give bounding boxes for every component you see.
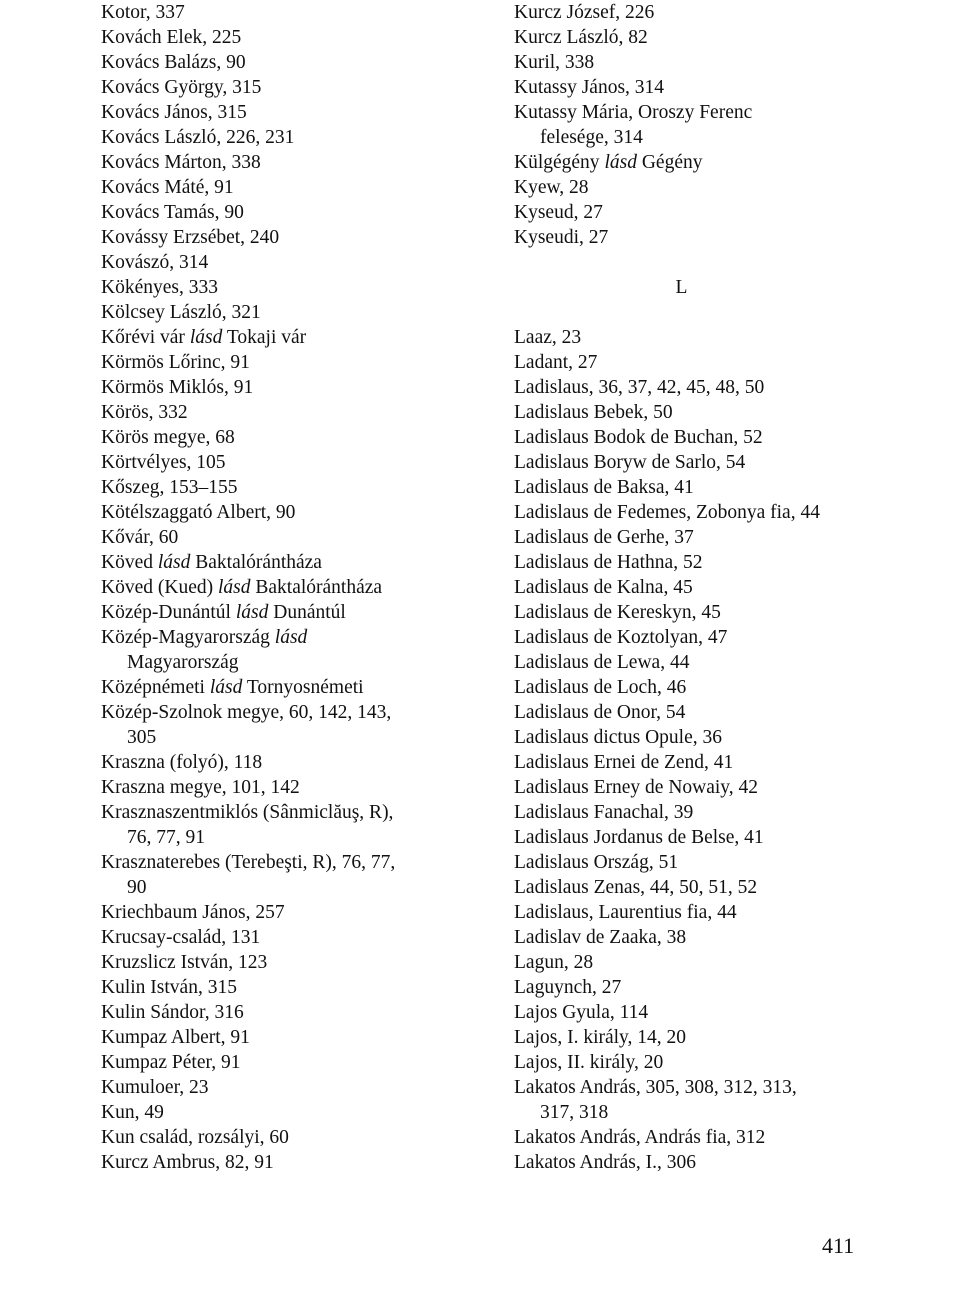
index-entry: Kotor, 337 [101,2,185,23]
index-entry: Kovács Márton, 338 [101,152,261,173]
index-entry: Ladislaus, Laurentius fia, 44 [514,902,737,923]
index-entry: Lajos Gyula, 114 [514,1002,649,1023]
index-entry: Körmös Miklós, 91 [101,377,254,398]
index-entry: Ladislaus de Hathna, 52 [514,552,703,573]
section-letter-heading: L [675,277,688,298]
index-entry: Kumpaz Albert, 91 [101,1027,250,1048]
index-entry: Kuril, 338 [514,52,595,73]
index-entry: Kovács György, 315 [101,77,262,98]
index-entry: Krasznaterebes (Terebeşti, R), 76, 77, [101,852,396,873]
index-entry: Ladislaus de Lewa, 44 [514,652,690,673]
index-entry: Kökényes, 333 [101,277,218,298]
index-entry: Ladislaus Bodok de Buchan, 52 [514,427,763,448]
index-entry: Kővár, 60 [101,527,179,548]
see-reference: lásd [274,627,308,648]
index-entry: Lakatos András, 305, 308, 312, 313, [514,1077,797,1098]
index-entry-continuation: felesége, 314 [540,127,643,148]
index-entry: Kyseud, 27 [514,202,603,223]
index-entry: Ladislaus Boryw de Sarlo, 54 [514,452,746,473]
index-entry: Ladislaus de Kalna, 45 [514,577,693,598]
index-entry: Ladant, 27 [514,352,598,373]
index-entry: Kriechbaum János, 257 [101,902,285,923]
entry-term: Középnémeti [101,677,210,698]
index-entry: Kovássy Erzsébet, 240 [101,227,280,248]
entry-target: Tornyosnémeti [242,677,364,698]
index-entry: Ladislaus dictus Opule, 36 [514,727,722,748]
index-entry: Ladislaus de Gerhe, 37 [514,527,694,548]
index-entry [101,325,461,350]
index-entry: Ladislaus de Fedemes, Zobonya fia, 44 [514,502,820,523]
see-reference: lásd [235,602,269,623]
index-entry [514,150,934,175]
entry-target: Gégény [636,152,703,173]
see-reference: lásd [209,677,243,698]
index-entry: Kovács Máté, 91 [101,177,234,198]
index-entry [101,550,461,575]
page-number: 411 [822,1233,855,1258]
entry-term: Köved [101,552,158,573]
index-entry: Kurcz József, 226 [514,2,655,23]
index-entry: Kutassy Mária, Oroszy Ferenc [514,102,753,123]
index-entry: Kutassy János, 314 [514,77,665,98]
index-entry: Ladislav de Zaaka, 38 [514,927,687,948]
index-entry: Kovács Balázs, 90 [101,52,246,73]
index-entry: Kraszna megye, 101, 142 [101,777,300,798]
entry-target: Baktalórántháza [190,552,322,573]
index-entry: Kraszna (folyó), 118 [101,752,263,773]
index-entry: Kun, 49 [101,1102,164,1123]
index-entry: Laaz, 23 [514,327,582,348]
index-entry [101,600,461,625]
index-entry: Kulin Sándor, 316 [101,1002,244,1023]
index-entry: Ladislaus de Onor, 54 [514,702,686,723]
entry-term: Köved (Kued) [101,577,218,598]
index-entry: Kovács János, 315 [101,102,247,123]
index-entry: Közép-Szolnok megye, 60, 142, 143, [101,702,392,723]
index-entry-continuation: 90 [127,877,147,898]
index-entry: Lajos, II. király, 20 [514,1052,664,1073]
index-entry: Kun család, rozsályi, 60 [101,1127,289,1148]
index-entry: Lakatos András, I., 306 [514,1152,696,1173]
entry-term: Közép-Magyarország [101,627,275,648]
see-reference: lásd [217,577,251,598]
index-entry: Körtvélyes, 105 [101,452,226,473]
index-entry: Kyseudi, 27 [514,227,609,248]
index-entry: Ladislaus Bebek, 50 [514,402,673,423]
index-entry-continuation: Magyarország [127,652,239,673]
index-entry: Lagun, 28 [514,952,594,973]
index-entry: Kötélszaggató Albert, 90 [101,502,296,523]
index-entry: Kulin István, 315 [101,977,237,998]
index-entry-continuation: 76, 77, 91 [127,827,205,848]
index-entry: Kyew, 28 [514,177,589,198]
entry-target: Dunántúl [268,602,346,623]
see-reference: lásd [157,552,191,573]
entry-term: Kőrévi vár [101,327,190,348]
index-entry: Ladislaus, 36, 37, 42, 45, 48, 50 [514,377,765,398]
index-column-right [514,0,934,1175]
index-entry: Kovászó, 314 [101,252,209,273]
index-entry: Ladislaus de Loch, 46 [514,677,687,698]
see-reference: lásd [189,327,223,348]
index-entry: Ladislaus Zenas, 44, 50, 51, 52 [514,877,758,898]
index-entry: Ladislaus Erney de Nowaiy, 42 [514,777,759,798]
index-entry: Kurcz László, 82 [514,27,648,48]
index-entry: Laguynch, 27 [514,977,622,998]
index-entry: Kovách Elek, 225 [101,27,242,48]
index-entry: Lajos, I. király, 14, 20 [514,1027,687,1048]
index-entry: Krasznaszentmiklós (Sânmiclăuş, R), [101,802,394,823]
index-entry [101,675,461,700]
index-entry: Kölcsey László, 321 [101,302,261,323]
index-entry-continuation: 317, 318 [540,1102,609,1123]
index-entry: Kovács László, 226, 231 [101,127,295,148]
index-entry: Ladislaus de Kereskyn, 45 [514,602,721,623]
index-entry: Körös, 332 [101,402,188,423]
index-entry: Lakatos András, András fia, 312 [514,1127,766,1148]
index-entry: Kőszeg, 153–155 [101,477,238,498]
index-entry: Körmös Lőrinc, 91 [101,352,250,373]
index-entry: Ladislaus de Koztolyan, 47 [514,627,728,648]
index-entry: Ladislaus de Baksa, 41 [514,477,694,498]
index-entry: Kumuloer, 23 [101,1077,209,1098]
index-entry: Ladislaus Fanachal, 39 [514,802,694,823]
index-entry: Kumpaz Péter, 91 [101,1052,241,1073]
index-entry: Ladislaus Ország, 51 [514,852,679,873]
index-column-left [101,0,461,1175]
index-entry: Kovács Tamás, 90 [101,202,244,223]
index-entry: Körös megye, 68 [101,427,235,448]
index-entry: Ladislaus Ernei de Zend, 41 [514,752,734,773]
index-entry [101,575,461,600]
entry-term: Külgégény [514,152,605,173]
entry-term: Közép-Dunántúl [101,602,236,623]
index-entry: Kruzslicz István, 123 [101,952,268,973]
index-entry: Ladislaus Jordanus de Belse, 41 [514,827,764,848]
index-entry-continuation: 305 [127,727,157,748]
index-entry: Krucsay-család, 131 [101,927,261,948]
see-reference: lásd [604,152,637,173]
entry-target: Tokaji vár [222,327,307,348]
index-entry: Kurcz Ambrus, 82, 91 [101,1152,274,1173]
entry-target: Baktalórántháza [250,577,383,598]
index-entry [101,625,461,650]
